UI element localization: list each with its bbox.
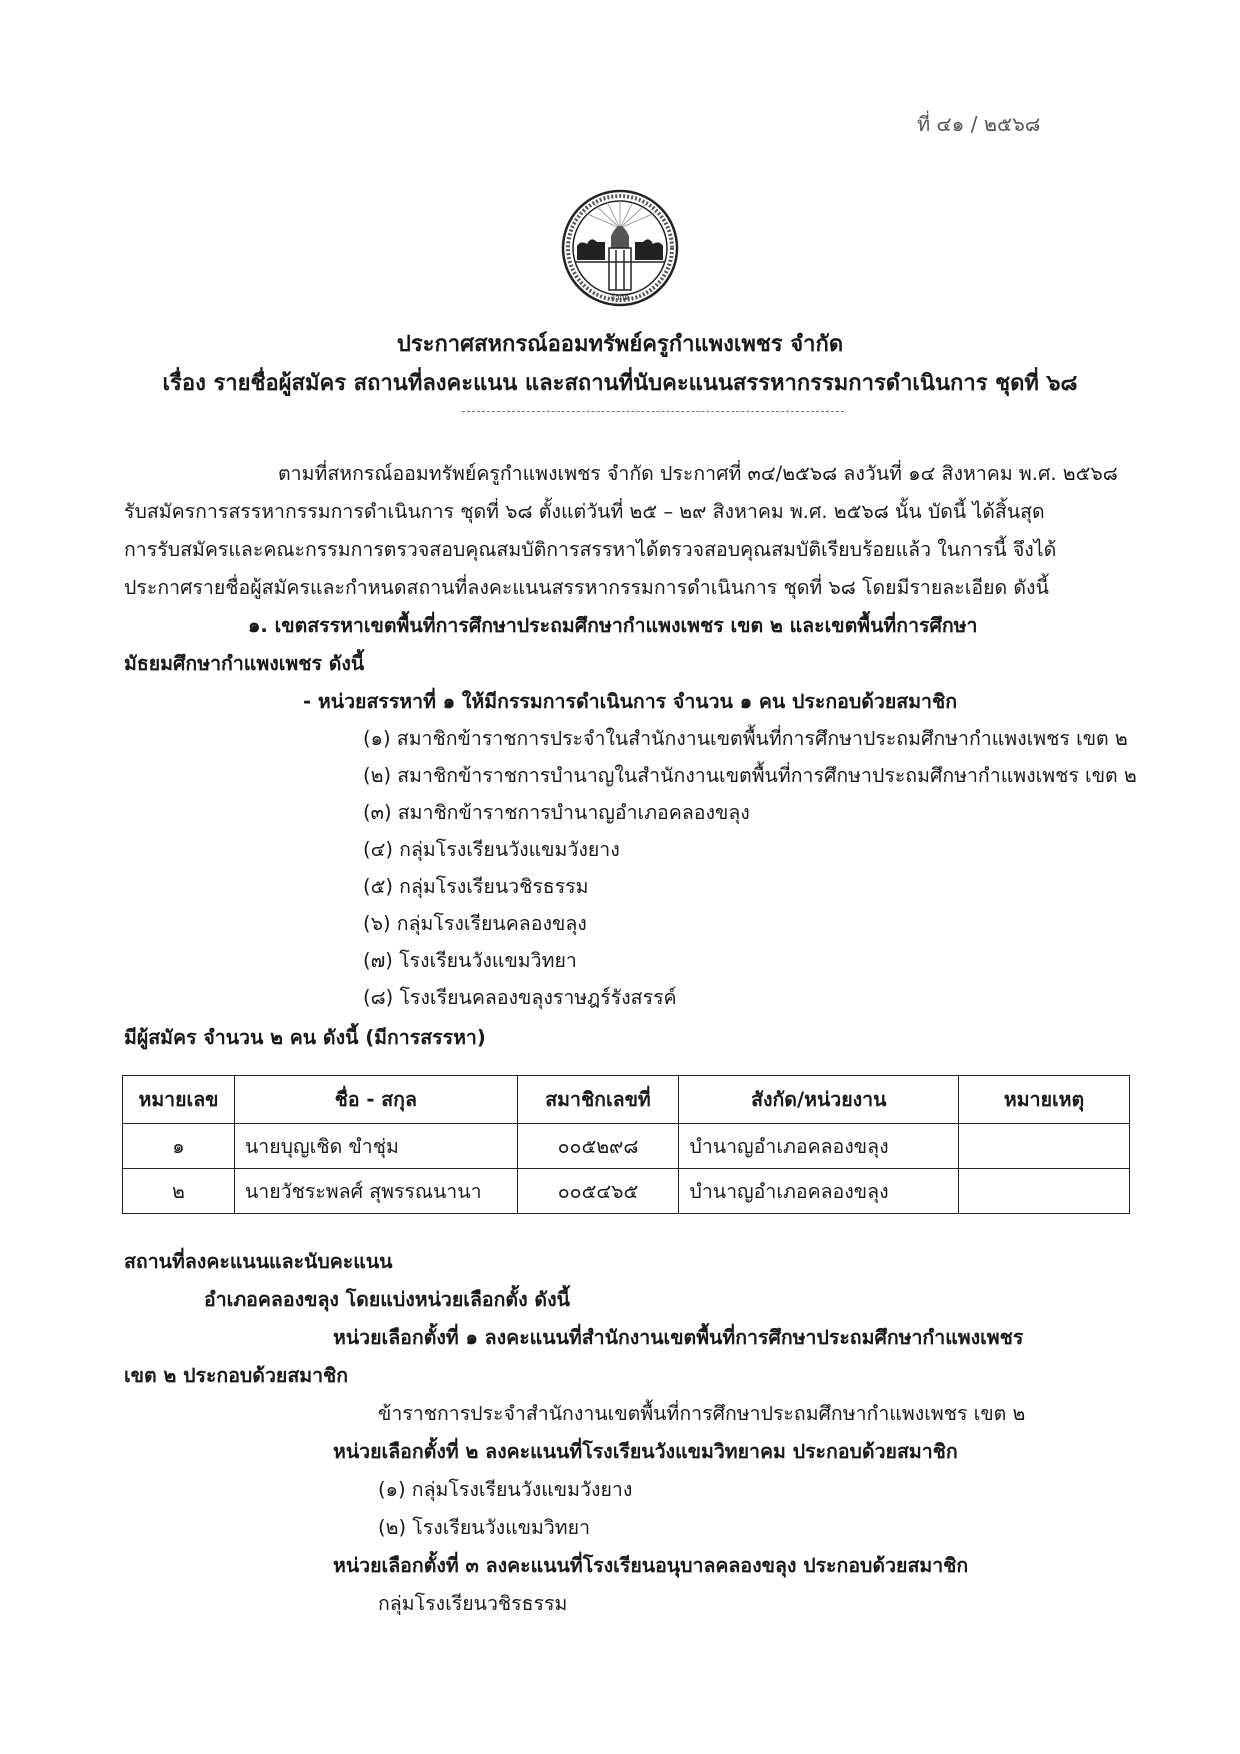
document-number: ที่ ๔๑ / ๒๕๖๘ [917, 112, 1041, 136]
cooperative-seal-logo [545, 188, 695, 308]
polling-unit-1-heading-cont: เขต ๒ ประกอบด้วยสมาชิก [124, 1364, 349, 1387]
cell-name: นายบุญเชิด ขำชุ่ม [234, 1124, 517, 1169]
intro-line-3: การรับสมัครและคณะกรรมการตรวจสอบคุณสมบัติการสรรหาได้ตรวจสอบคุณสมบัติเรียบร้อยแล้ว ในการนี้ จึงได้ [124, 538, 1057, 561]
announcement-title: ประกาศสหกรณ์ออมทรัพย์ครูกำแพงเพชร จำกัด [396, 332, 844, 357]
header-remarks: หมายเหตุ [959, 1076, 1130, 1124]
candidates-table [122, 1075, 1130, 1214]
member-item: (๕) กลุ่มโรงเรียนวชิรธรรม [363, 875, 589, 898]
intro-line-4: ประกาศรายชื่อผู้สมัครและกำหนดสถานที่ลงคะแนนสรรหากรรมการดำเนินการ ชุดที่ ๖๘ โดยมีรายละเอียด ดังนี้ [124, 576, 1049, 599]
intro-line-2: รับสมัครการสรรหากรรมการดำเนินการ ชุดที่ ๖๘ ตั้งแต่วันที่ ๒๕ – ๒๙ สิงหาคม พ.ศ. ๒๕๖๘ นั้น บัดนี้ ได้สิ้นสุด [124, 500, 1045, 523]
member-item: (๒) สมาชิกข้าราชการบำนาญในสำนักงานเขตพื้นที่การศึกษาประถมศึกษากำแพงเพชร เขต ๒ [363, 764, 1137, 787]
intro-line-1: ตามที่สหกรณ์ออมทรัพย์ครูกำแพงเพชร จำกัด ประกาศที่ ๓๔/๒๕๖๘ ลงวันที่ ๑๔ สิงหาคม พ.ศ. ๒๕๖๘ [278, 462, 1118, 485]
member-item: (๓) สมาชิกข้าราชการบำนาญอำเภอคลองขลุง [363, 801, 750, 824]
candidates-heading: มีผู้สมัคร จำนวน ๒ คน ดังนี้ (มีการสรรหา) [124, 1026, 486, 1049]
member-item: (๗) โรงเรียนวังแขมวิทยา [363, 949, 577, 972]
cell-affiliation: บำนาญอำเภอคลองขลุง [679, 1124, 959, 1169]
polling-district: อำเภอคลองขลุง โดยแบ่งหน่วยเลือกตั้ง ดังนี้ [204, 1288, 570, 1311]
table-row [123, 1169, 1130, 1214]
title-divider [462, 411, 844, 412]
unit-1-heading: - หน่วยสรรหาที่ ๑ ให้มีกรรมการดำเนินการ จำนวน ๑ คน ประกอบด้วยสมาชิก [303, 690, 958, 713]
polling-unit-1-member: ข้าราชการประจำสำนักงานเขตพื้นที่การศึกษาประถมศึกษากำแพงเพชร เขต ๒ [378, 1402, 1026, 1425]
cell-member-id: ๐๐๕๒๙๘ [517, 1124, 679, 1169]
cell-affiliation: บำนาญอำเภอคลองขลุง [679, 1169, 959, 1214]
cell-name: นายวัชระพลศ์ สุพรรณนานา [234, 1169, 517, 1214]
polling-unit-2-member: (๒) โรงเรียนวังแขมวิทยา [378, 1516, 591, 1539]
polling-unit-2-heading: หน่วยเลือกตั้งที่ ๒ ลงคะแนนที่โรงเรียนวังแขมวิทยาคม ประกอบด้วยสมาชิก [333, 1440, 958, 1463]
member-item: (๑) สมาชิกข้าราชการประจำในสำนักงานเขตพื้นที่การศึกษาประถมศึกษากำแพงเพชร เขต ๒ [363, 727, 1128, 750]
header-affiliation: สังกัด/หน่วยงาน [679, 1076, 959, 1124]
member-item: (๔) กลุ่มโรงเรียนวังแขมวังยาง [363, 838, 620, 861]
logo-bottom-text: จำกัด [610, 293, 630, 302]
header-number: หมายเลข [123, 1076, 235, 1124]
polling-heading: สถานที่ลงคะแนนและนับคะแนน [124, 1250, 393, 1273]
table-row [123, 1124, 1130, 1169]
table-header-row [123, 1076, 1130, 1124]
cell-remarks [959, 1169, 1130, 1214]
announcement-subject: เรื่อง รายชื่อผู้สมัคร สถานที่ลงคะแนน และสถานที่นับคะแนนสรรหากรรมการดำเนินการ ชุดที่ ๖๘ [162, 371, 1078, 396]
polling-unit-2-member: (๑) กลุ่มโรงเรียนวังแขมวังยาง [378, 1478, 633, 1501]
member-item: (๖) กลุ่มโรงเรียนคลองขลุง [363, 912, 587, 935]
polling-unit-1-heading: หน่วยเลือกตั้งที่ ๑ ลงคะแนนที่สำนักงานเขตพื้นที่การศึกษาประถมศึกษากำแพงเพชร [333, 1326, 1024, 1349]
section-1-heading: ๑. เขตสรรหาเขตพื้นที่การศึกษาประถมศึกษากำแพงเพชร เขต ๒ และเขตพื้นที่การศึกษา [248, 614, 978, 637]
member-item: (๘) โรงเรียนคลองขลุงราษฎร์รังสรรค์ [363, 986, 677, 1009]
header-name: ชื่อ - สกุล [234, 1076, 517, 1124]
polling-unit-3-heading: หน่วยเลือกตั้งที่ ๓ ลงคะแนนที่โรงเรียนอนุบาลคลองขลุง ประกอบด้วยสมาชิก [333, 1554, 969, 1577]
cell-member-id: ๐๐๕๔๖๕ [517, 1169, 679, 1214]
cell-number: ๑ [123, 1124, 235, 1169]
section-1-heading-cont: มัธยมศึกษากำแพงเพชร ดังนี้ [124, 652, 365, 675]
cell-number: ๒ [123, 1169, 235, 1214]
cell-remarks [959, 1124, 1130, 1169]
header-member-id: สมาชิกเลขที่ [517, 1076, 679, 1124]
polling-unit-3-member: กลุ่มโรงเรียนวชิรธรรม [378, 1592, 568, 1615]
